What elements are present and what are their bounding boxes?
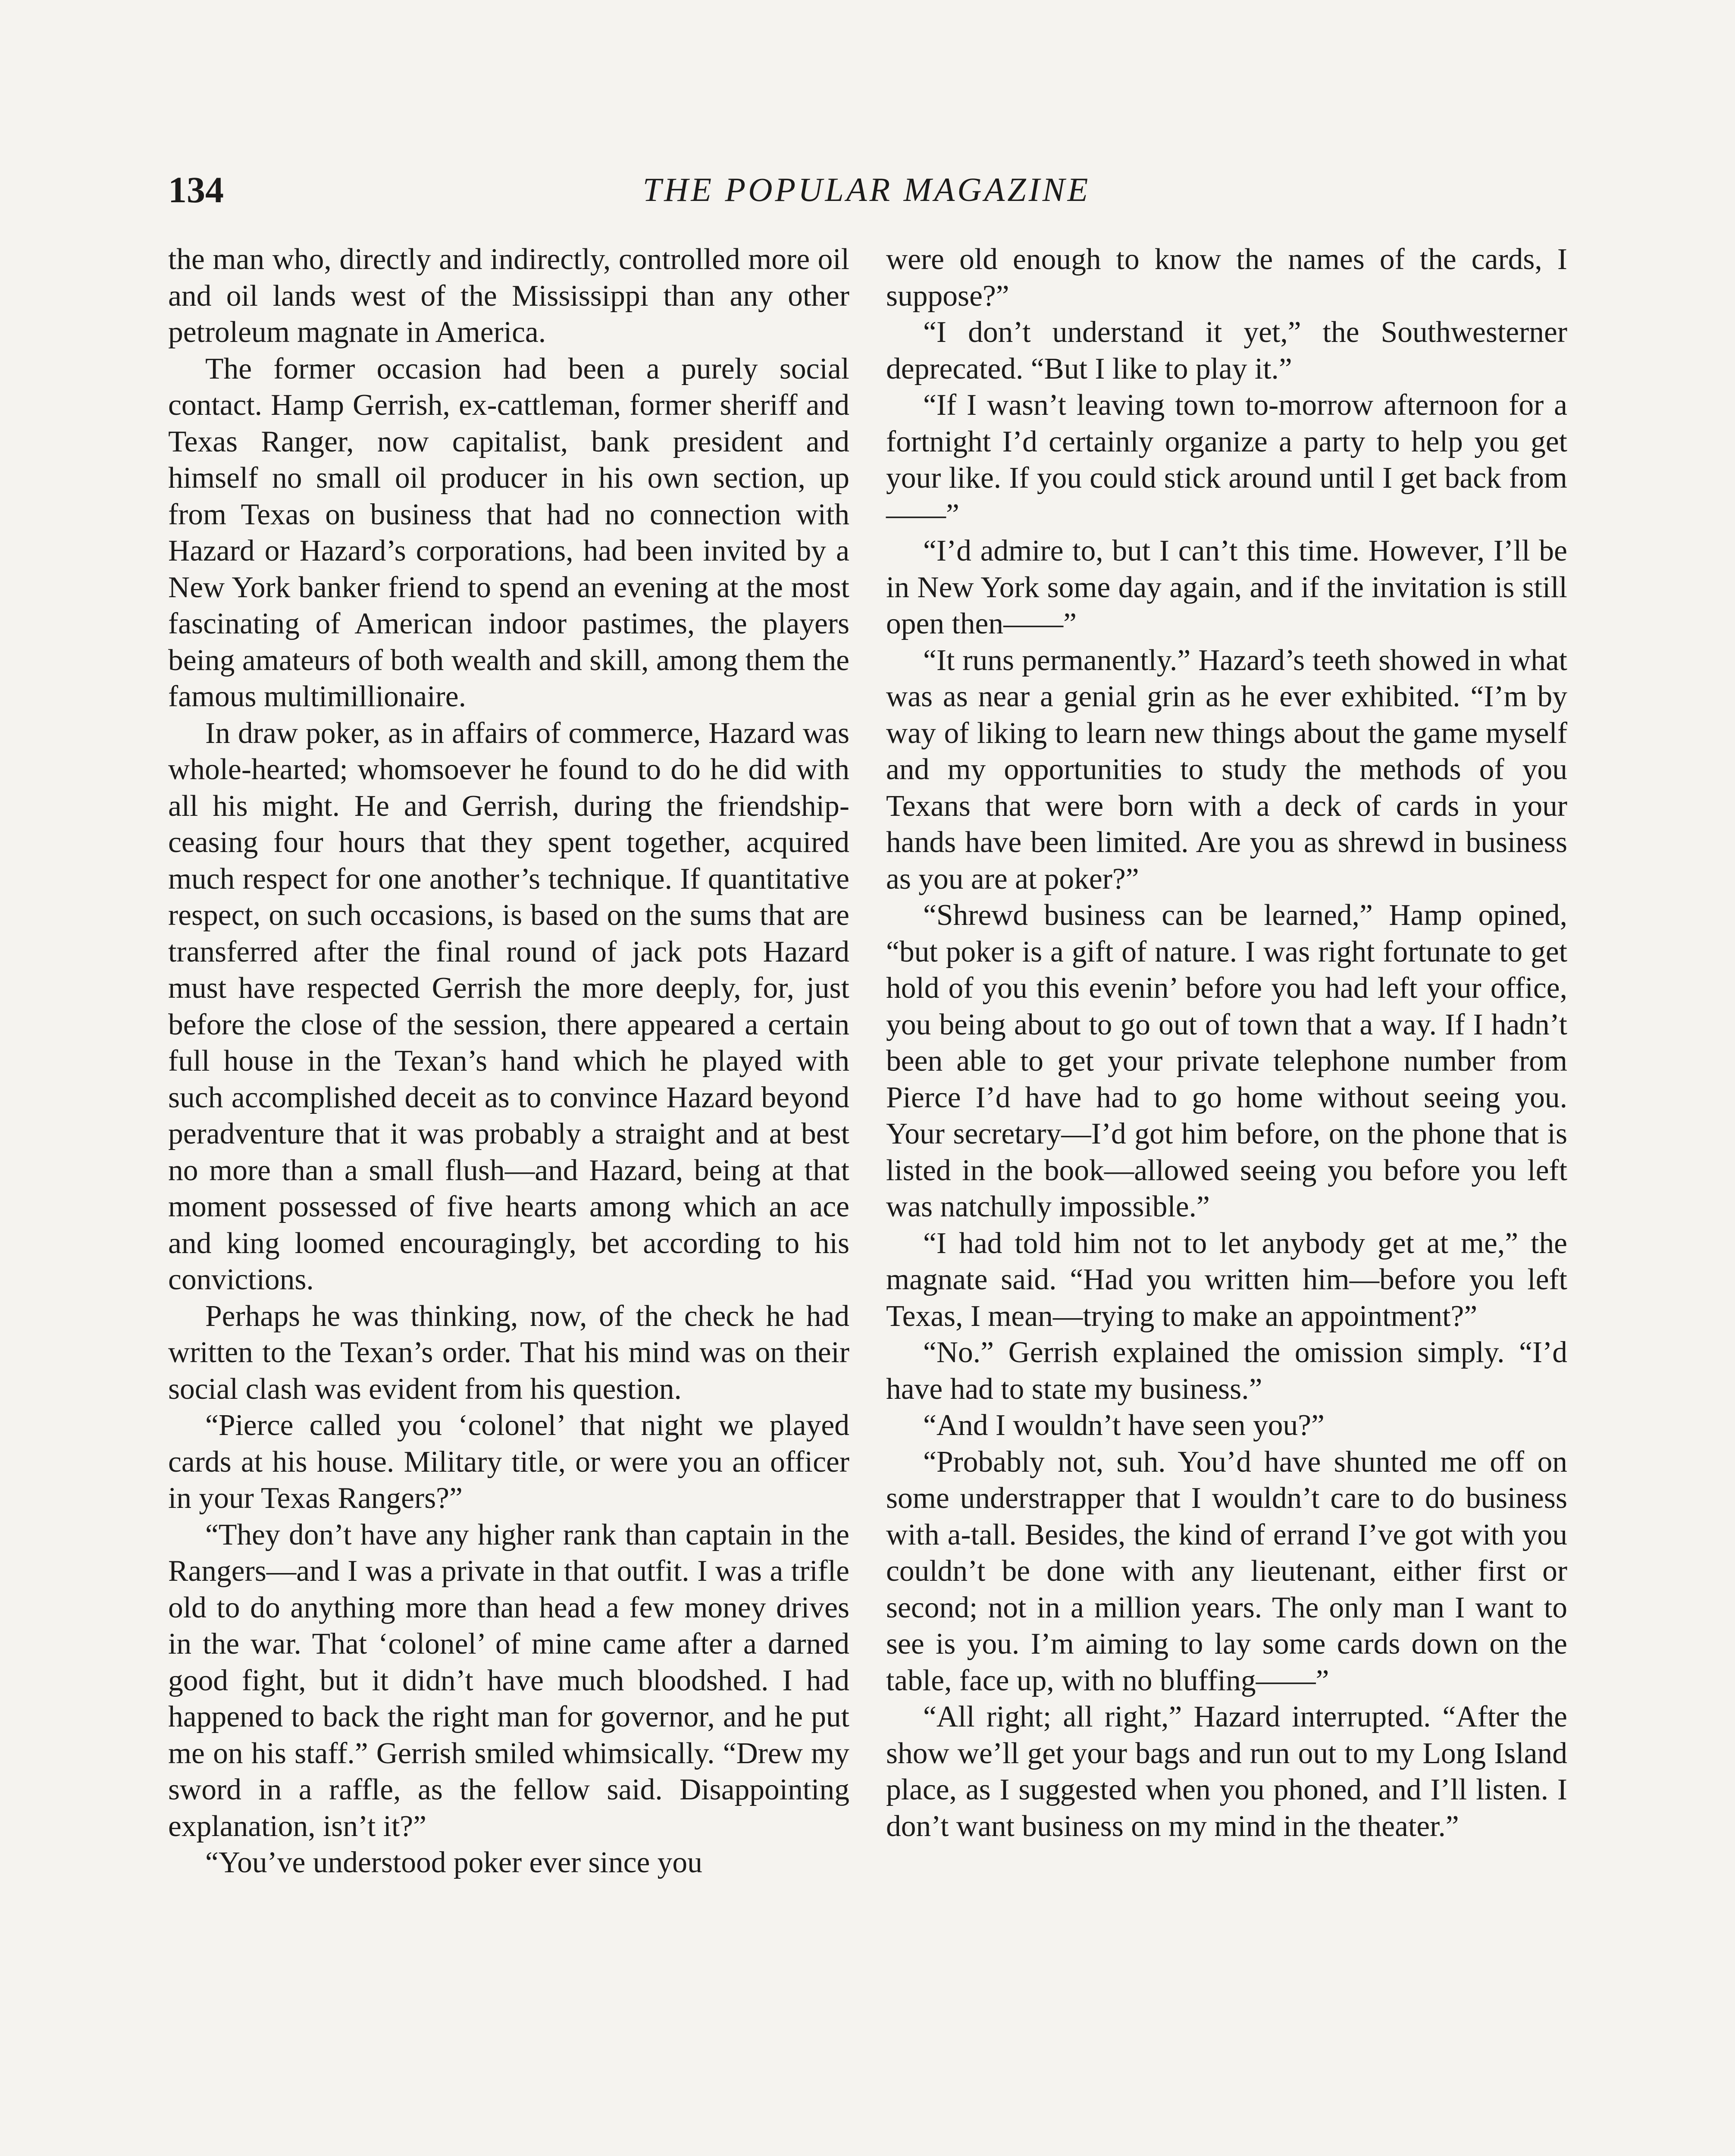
paragraph: The former occasion had been a purely social contact. Hamp Gerrish, ex-cattleman, former sheriff and Texas Ranger, now capitalist, bank president and himself no small oil producer in his own section, up from Texas on business that had no connection with Hazard or Hazard’s corporations, had been invited by a New York banker friend to spend an evening at the most fascinating of American indoor pastimes, the players being amateurs of both wealth and skill, among them the famous multimillionaire. [168,352,849,713]
paragraph: were old enough to know the names of the cards, I suppose?” [886,243,1567,313]
paragraph: “I’d admire to, but I can’t this time. However, I’ll be in New York some day again, and if the invitation is still open then——” [886,534,1567,640]
paragraph: “I don’t understand it yet,” the Southwesterner deprecated. “But I like to play it.” [886,316,1567,385]
paragraph: “They don’t have any higher rank than captain in the Rangers—and I was a private in that outfit. I was a trifle old to do anything more than head a few money drives in the war. That ‘colonel’ of mine came after a darned good fight, but it didn’t have much bloodshed. I had happened to back the right man for governor, and he put me on his staff.” Gerrish smiled whimsically. “Drew my sword in a raffle, as the fellow said. Disappointing explanation, isn’t it?” [168,1518,849,1843]
paragraph: “It runs permanently.” Hazard’s teeth showed in what was as near a genial grin as he ever exhibited. “I’m by way of liking to learn new things about the game myself and my opportunities to study the methods of you Texans that were born with a deck of cards in your hands have been limited. Are you as shrewd in business as you are at poker?” [886,643,1567,896]
paragraph: the man who, directly and indirectly, controlled more oil and oil lands west of the Mississippi than any other petroleum magnate in America. [168,243,849,349]
left-column [168,241,849,1881]
paragraph: Perhaps he was thinking, now, of the check he had written to the Texan’s order. That his mind was on their social clash was evident from his question. [168,1299,849,1406]
paragraph: In draw poker, as in affairs of commerce, Hazard was whole-hearted; whomsoever he found to do he did with all his might. He and Gerrish, during the friendship-ceasing four hours that they spent together, acquired much respect for one another’s technique. If quantitative respect, on such occasions, is based on the sums that are transferred after the final round of jack pots Hazard must have respected Gerrish the more deeply, for, just before the close of the session, there appeared a certain full house in the Texan’s hand which he played with such accomplished deceit as to convince Hazard beyond peradventure that it was probably a straight and at best no more than a small flush—and Hazard, being at that moment possessed of five hearts among which an ace and king loomed encouragingly, bet according to his convictions. [168,716,849,1296]
page-header [168,164,1565,216]
paragraph: “And I wouldn’t have seen you?” [923,1409,1325,1442]
page-number: 134 [168,169,224,210]
paragraph: “All right; all right,” Hazard interrupted. “After the show we’ll get your bags and run out to my Long Island place, as I suggested when you phoned, and I’ll listen. I don’t want business on my mind in the theater.” [886,1700,1567,1843]
paragraph: “Shrewd business can be learned,” Hamp opined, “but poker is a gift of nature. I was right fortunate to get hold of you this evenin’ before you had left your office, you being about to go out of town that a way. If I hadn’t been able to get your private telephone number from Pierce I’d have had to go home without seeing you. Your secretary—I’d got him before, on the phone that is listed in the book—allowed seeing you before you left was natchully impossible.” [886,899,1567,1223]
paragraph: “You’ve understood poker ever since you [205,1846,702,1879]
paragraph: “If I wasn’t leaving town to-morrow afternoon for a fortnight I’d certainly organize a party to help you get your like. If you could stick around until I get back from——” [886,389,1567,531]
paragraph: “I had told him not to let anybody get at me,” the magnate said. “Had you written him—before you left Texas, I mean—trying to make an appointment?” [886,1226,1567,1333]
running-head: THE POPULAR MAGAZINE [642,171,1091,208]
paragraph: “Probably not, suh. You’d have shunted me off on some understrapper that I wouldn’t care to do business with a-tall. Besides, the kind of errand I’ve got with you couldn’t be done with any lieutenant, either first or second; not in a million years. The only man I want to see is you. I’m aiming to lay some cards down on the table, face up, with no bluffing——” [886,1445,1567,1697]
paragraph: “No.” Gerrish explained the omission simply. “I’d have had to state my business.” [886,1336,1567,1406]
paragraph: “Pierce called you ‘colonel’ that night we played cards at his house. Military title, or were you an officer in your Texas Rangers?” [168,1409,849,1515]
right-column [886,241,1567,1845]
